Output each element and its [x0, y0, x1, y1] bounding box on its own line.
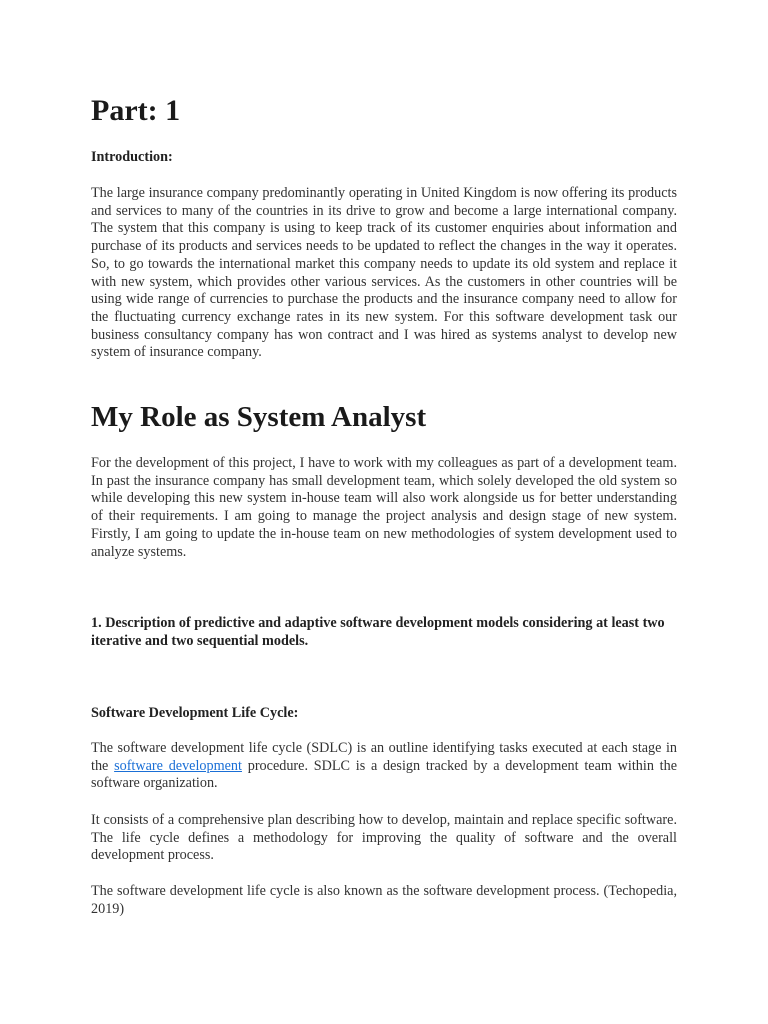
- sdlc-heading: Software Development Life Cycle:: [91, 705, 299, 721]
- role-paragraph: For the development of this project, I have to work with my colleagues as part of a development team. In past the insurance company has small development team, which solely developed the old system so while developing this new system in-house team will also work alongside us for better understanding of their requirements. I am going to manage the project analysis and design stage of new system. Firstly, I am going to update the in-house team on new methodologies of system development used to analyze systems.: [91, 455, 677, 560]
- introduction-heading: Introduction:: [91, 149, 173, 165]
- introduction-paragraph: The large insurance company predominantly operating in United Kingdom is now offering its products and services to many of the countries in its drive to grow and become a large international company. The system that this company is using to keep track of its customer enquiries about information and purchase of its products and services needs to be updated to reflect the changes in the way it operates. So, to go towards the international market this company needs to update its old system and replace it with new system, which provides other various services. As the customers in other countries will be using wide range of currencies to purchase the products and the insurance company need to allow for the fluctuating currency exchange rates in its new system. For this software development task our business consultancy company has won contract and I was hired as systems analyst to develop new system of insurance company.: [91, 185, 677, 361]
- software-development-link[interactable]: software development: [114, 757, 242, 774]
- sdlc-paragraph-1-before-link: The software development life cycle (SDLC) is an outline identifying tasks executed at each stage in the: [91, 740, 677, 774]
- question-heading: 1. Description of predictive and adaptive software development models considering at least two iterative and two sequential models.: [91, 615, 665, 649]
- sdlc-paragraph-3: The software development life cycle is also known as the software development process. (Techopedia, 2019): [91, 883, 677, 917]
- sdlc-paragraph-2: It consists of a comprehensive plan describing how to develop, maintain and replace specific software. The life cycle defines a methodology for improving the quality of software and the overall development process.: [91, 812, 677, 864]
- role-heading: My Role as System Analyst: [91, 401, 427, 433]
- sdlc-paragraph-1-after-link: procedure. SDLC is a design tracked by a development team within the software organization.: [91, 757, 677, 792]
- sdlc-paragraph-1: [91, 740, 677, 793]
- part-heading: Part: 1: [91, 94, 181, 127]
